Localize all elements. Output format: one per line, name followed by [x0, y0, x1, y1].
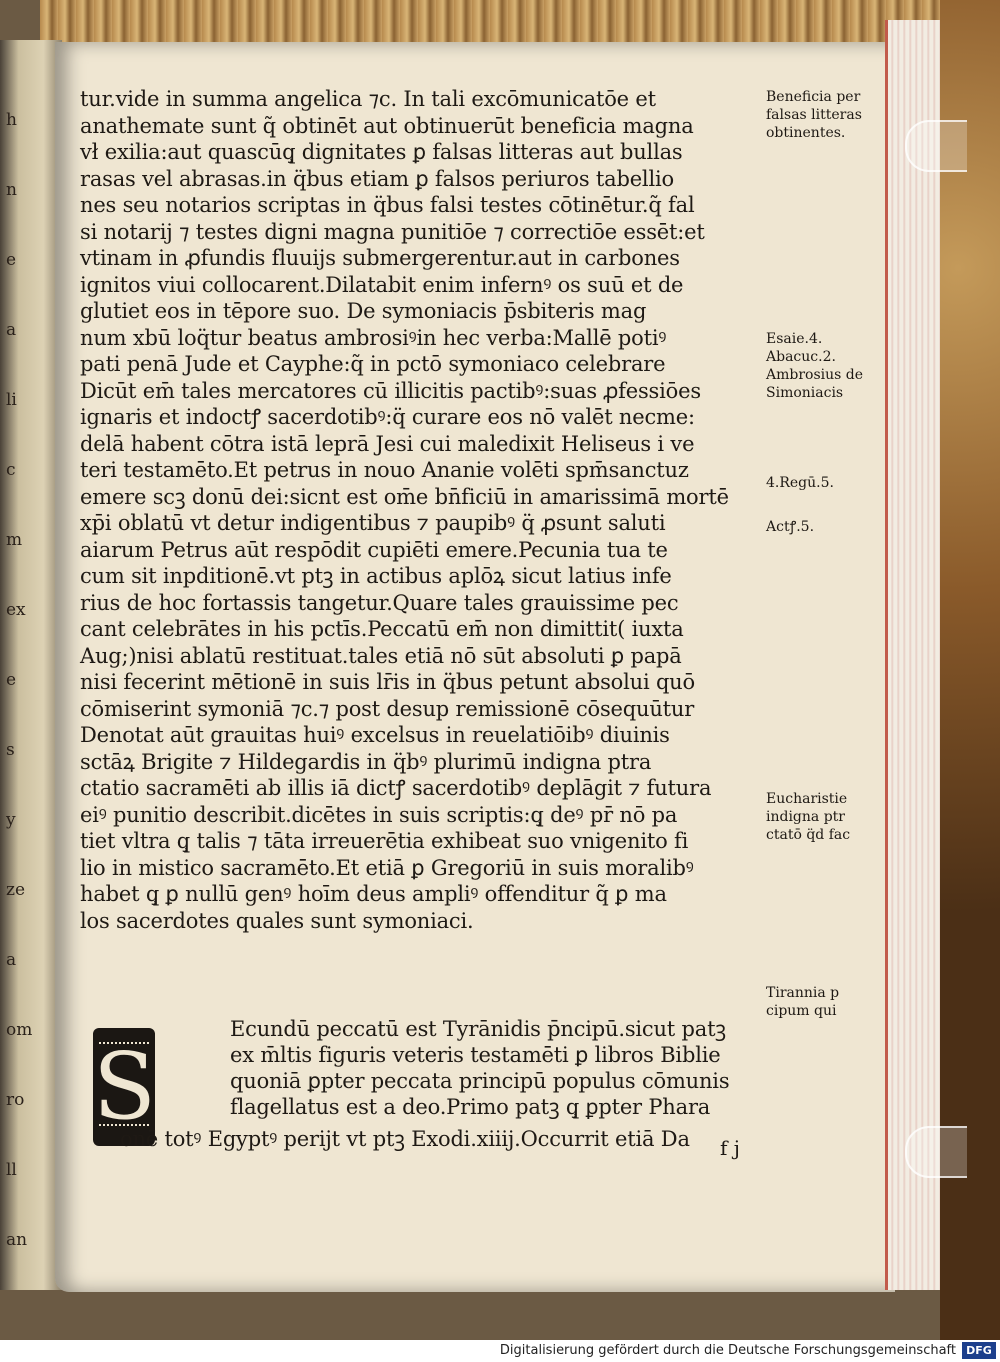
left-page-fragment: s — [6, 740, 15, 760]
text-line: glutiet eos in tēpore suo. De symoniacis p̄sbiteris mag — [80, 299, 647, 323]
text-line: vtinam in ꝓfundis fluuijs submergerentur.aut in carbones — [80, 246, 680, 270]
left-page-fragment: y — [6, 810, 16, 830]
text-line: los sacerdotes quales sunt symoniaci. — [80, 908, 474, 933]
text-line: aiarum Petrus aūt respōdit cupiēti emere.Pecunia tua te — [80, 537, 668, 562]
left-page-fragment: e — [6, 250, 17, 270]
text-line: emere scꝫ donū dei:sicnt est om̄e bn̄ficiū in amarissimā mortē — [80, 484, 729, 509]
text-line: anathemate sunt q̃ obtinēt aut obtinuerūt beneficia magna — [80, 113, 694, 138]
text-line: sctāꝝ Brigite ⁊ Hildegardis in q̈bꝰ plurimū indigna ptra — [80, 749, 652, 774]
text-line: num xbū loq̈tur beatus ambrosiꝰin hec verba:Mallē potiꝰ — [80, 325, 667, 350]
page-edges-red — [885, 20, 948, 1290]
marginal-note-esaie — [766, 330, 863, 402]
holder-clip-top — [905, 120, 967, 172]
text-line: cant celebrātes in his pctīs.Peccatū em̄ non dimittit( iuxta — [80, 617, 684, 641]
marginal-note-tirannia — [766, 984, 839, 1020]
main-text-block — [80, 86, 780, 934]
text-line: Aug;)nisi ablatū restituat.tales etiā nō sūt absoluti ꝑ papā — [80, 643, 682, 668]
marginal-note-line: Abacuc.2. — [766, 349, 836, 365]
marginal-note-line: Ambrosius de — [766, 367, 864, 383]
text-line: ignitos viui collocarent.Dilatabit enim infernꝰ os suū et de — [80, 272, 684, 297]
text-line: rasas vel abrasas.in q̈bus etiam ꝑ falsos periuros tabellio — [80, 166, 674, 191]
text-line: tiet vltra q̧ talis ⁊ tāta irreuerētia exhibeat suo vnigenito fi — [80, 829, 689, 853]
text-line: lio in mistico sacramēto.Et etiā ꝑ Gregoriū in suis moralibꝰ — [80, 855, 694, 880]
footer-bar — [0, 1340, 1000, 1362]
text-line: si notarij ⁊ testes digni magna punitiōe ⁊ correctiōe essēt:et — [80, 219, 705, 244]
book-top-edge — [40, 0, 940, 45]
left-page-fragment: an — [6, 1230, 28, 1250]
footer-credit: Digitalisierung gefördert durch die Deutsche Forschungsgemeinschaft — [499, 1343, 956, 1358]
marginal-note-actus — [766, 518, 814, 536]
text-line: vł exilia:aut quascūq̧ dignitates ꝑ falsas litteras aut bullas — [80, 140, 683, 164]
left-page-fragment: m — [6, 530, 23, 550]
text-line: xp̄i oblatū vt detur indigentibus ⁊ paupibꝰ q̈ ꝓsunt saluti — [80, 511, 666, 535]
dfg-logo: DFG — [962, 1342, 996, 1359]
left-page-fragment: om — [6, 1020, 33, 1040]
text-line: cōmiserint symoniā ⁊c.⁊ post desup remissionē cōsequūtur — [80, 696, 695, 721]
left-page-fragment: ro — [6, 1090, 25, 1110]
marginal-note-line: Simoniacis — [766, 385, 844, 401]
text-line: delā habent cōtra istā leprā Jesi cui maledixit Heliseus i ve — [80, 431, 695, 456]
section-line: Ecundū peccatū est Tyrānidis p̄ncipū.sicut patꝫ — [230, 1017, 726, 1041]
marginal-note-line: Esaie.4. — [766, 331, 823, 347]
text-line: nes seu notarios scriptas in q̈bus falsi testes cōtinētur.q̃ fal — [80, 193, 695, 217]
text-line: ctatio sacramēti ab illis iā dictꝭ sacerdotibꝰ deplāgit ⁊ futura — [80, 776, 712, 800]
marginal-note-line: obtinentes. — [766, 125, 846, 141]
text-line: Denotat aūt grauitas huiꝰ excelsus in reuelatiōibꝰ diuinis — [80, 723, 670, 747]
text-line: nisi fecerint mētionē in suis lr̄is in q̈bus petunt absolui quō — [80, 670, 695, 694]
marginal-note-line: cipum qui — [766, 1003, 837, 1019]
left-page-fragment: n — [6, 180, 17, 200]
marginal-note-line: indigna ptr — [766, 809, 845, 825]
left-page-fragment: e — [6, 670, 17, 690]
left-page-fragment: a — [6, 320, 17, 340]
marginal-note-line: falsas litteras — [766, 107, 862, 123]
text-line: rius de hoc fortassis tangetur.Quare tales grauissime pec — [80, 590, 679, 615]
holder-clip-bottom — [905, 1126, 967, 1178]
initial-letter: S — [93, 1033, 157, 1140]
text-line: cum sit inpditionē.vt ptꝫ in actibus aplōꝝ sicut latius infe — [80, 564, 672, 588]
text-line: tur.vide in summa angelica ⁊c. In tali excōmunicatōe et — [80, 87, 656, 111]
text-line: Dicūt em̄ tales mercatores cū illicitis pactibꝰ:suas ꝓfessiōes — [80, 378, 701, 403]
section-line: ex m̄ltis figuris veteris testamēti ꝑ libros Biblie — [230, 1043, 721, 1067]
section-line: flagellatus est a deo.Primo patꝫ q̧ ꝑpter Phara — [230, 1095, 711, 1119]
left-page-fragment: ex — [6, 600, 26, 620]
left-page-fragment: ze — [6, 880, 26, 900]
marginal-note-line: ctatō q̈d fac — [766, 827, 851, 843]
marginal-note-eucharistie — [766, 790, 850, 844]
left-page-fragment: li — [6, 390, 17, 410]
text-line: ignaris et indoctꝭ sacerdotibꝰ:q̈ curare eos nō valēt necme: — [80, 405, 695, 429]
marginal-note-regum — [766, 474, 834, 492]
marginal-note-line: Eucharistie — [766, 791, 848, 807]
left-page-fragment: h — [6, 110, 17, 130]
section-line: quoniā ꝑpter peccata principū populus cōmunis — [230, 1069, 730, 1093]
text-line: teri testamēto.Et petrus in nouo Ananie volēti spm̄sanctuz — [80, 458, 689, 482]
marginal-note-line: Beneficia per — [766, 89, 861, 105]
marginal-note-line: Actꝭ.5. — [766, 519, 815, 535]
left-page-fragment: ll — [6, 1160, 17, 1180]
left-page-fragment: a — [6, 950, 17, 970]
text-line: habet q̧ ꝑ nullū genꝰ hoīm deus ampliꝰ offenditur q̃ ꝑ ma — [80, 882, 667, 906]
marginal-note-beneficia — [766, 88, 862, 142]
marginal-note-line: Tirannia p — [766, 985, 840, 1001]
text-line: eiꝰ punitio describit.dicētes in suis scriptis:q̧ deꝰ pr̄ nō pa — [80, 802, 678, 827]
section-line: onē totꝰ Egyptꝰ perijt vt ptꝫ Exodi.xiiij.Occurrit etiā Da — [120, 1127, 690, 1151]
left-page-fragment: c — [6, 460, 16, 480]
text-line: pati penā Jude et Cayphe:q̃ in pctō symoniaco celebrare — [80, 352, 666, 376]
marginal-note-line: 4.Regū.5. — [766, 475, 834, 491]
signature-mark: f j — [720, 1136, 740, 1160]
